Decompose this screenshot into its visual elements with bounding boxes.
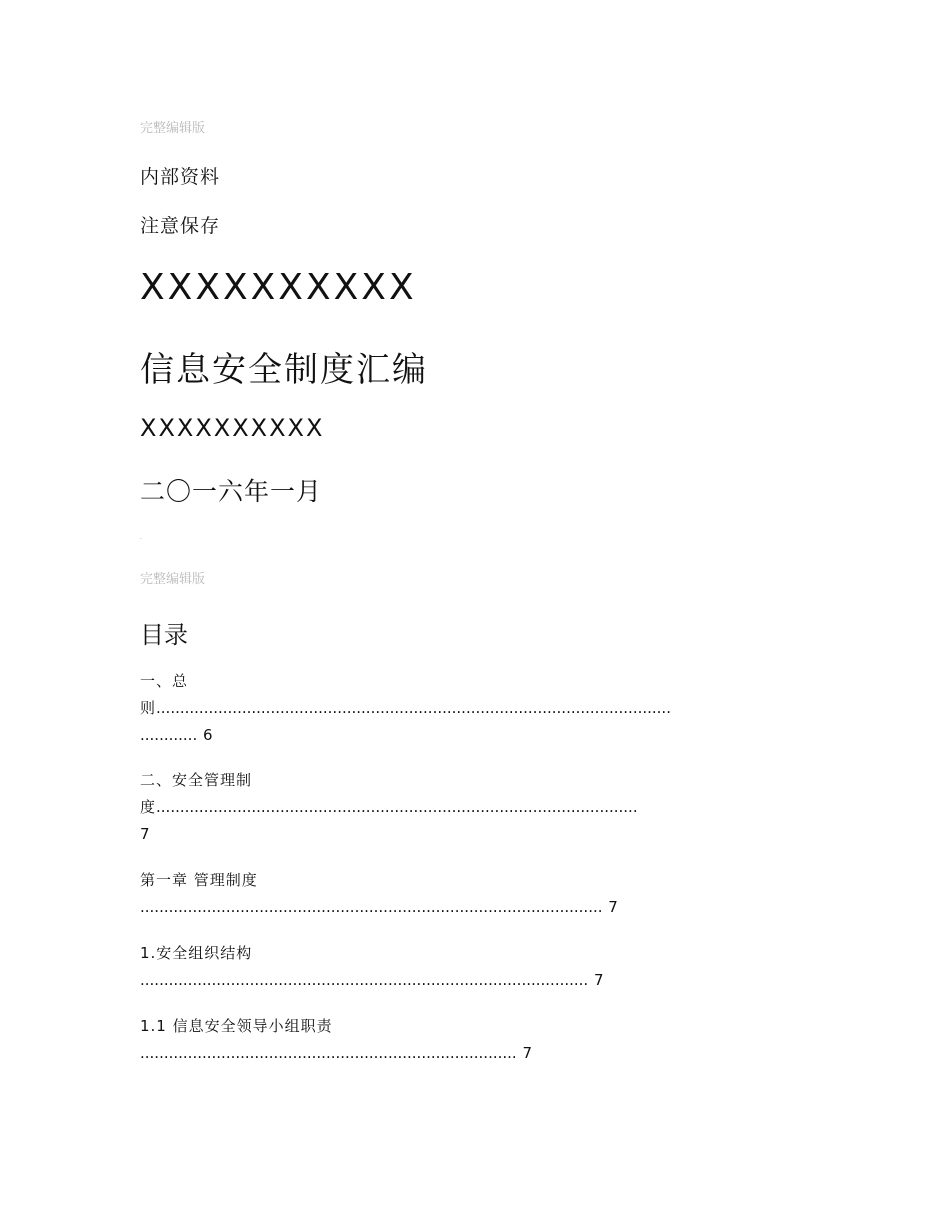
toc-entry[interactable] [140, 668, 820, 749]
toc-entry-line [140, 821, 820, 848]
toc-entry-line [140, 794, 820, 821]
toc-entry[interactable] [140, 867, 820, 921]
org-subtitle: XXXXXXXXXX [140, 414, 325, 442]
keep-safe-label: 注意保存 [140, 215, 221, 237]
page-break-mark: . [140, 534, 142, 541]
toc-page-number: 7 [522, 1044, 534, 1062]
toc-entry-label: 一、总 [140, 672, 189, 690]
watermark-second: 完整编辑版 [140, 572, 206, 587]
toc-entry-line [140, 967, 820, 994]
toc-entry-label: 第一章 管理制度 [140, 871, 258, 889]
org-name: XXXXXXXXXX [140, 267, 417, 308]
issue-date: 二〇一六年一月 [140, 477, 323, 506]
toc-leader-dots: ................................................................................................. [140, 898, 603, 916]
toc-entry-label: 1.1 信息安全领导小组职责 [140, 1017, 333, 1035]
toc-entry[interactable] [140, 767, 820, 848]
toc-leader-dots: ..................................................................................................... [156, 798, 638, 816]
toc-leader-dots: ............................................................................... [140, 1044, 517, 1062]
toc-leader-dots: .............................................................................................. [140, 971, 589, 989]
internal-label: 内部资料 [140, 166, 221, 188]
toc-leader-dots: ............ [140, 726, 198, 744]
document-title: 信息安全制度汇编 [140, 350, 428, 390]
toc-entry-line [140, 695, 820, 722]
toc-entry-label-cont: 则 [140, 699, 157, 717]
watermark-top: 完整编辑版 [140, 121, 206, 136]
toc-leader-dots: ............................................................................................................ [156, 699, 671, 717]
toc-page-number: 7 [608, 898, 619, 916]
toc-entry-label-cont: 度 [140, 798, 157, 816]
toc-page-number: 7 [593, 971, 605, 989]
toc-entry-line [140, 1040, 820, 1067]
toc-title: 目录 [140, 621, 188, 649]
toc-page-number: 6 [203, 726, 214, 744]
toc-page-number: 7 [140, 825, 151, 843]
toc-entry-label: 1.安全组织结构 [140, 944, 253, 962]
toc-entry[interactable] [140, 940, 820, 994]
toc-entry[interactable] [140, 1013, 820, 1067]
toc-entry-line [140, 722, 820, 749]
toc-entry-label: 二、安全管理制 [140, 771, 253, 789]
toc-entry-line [140, 894, 820, 921]
